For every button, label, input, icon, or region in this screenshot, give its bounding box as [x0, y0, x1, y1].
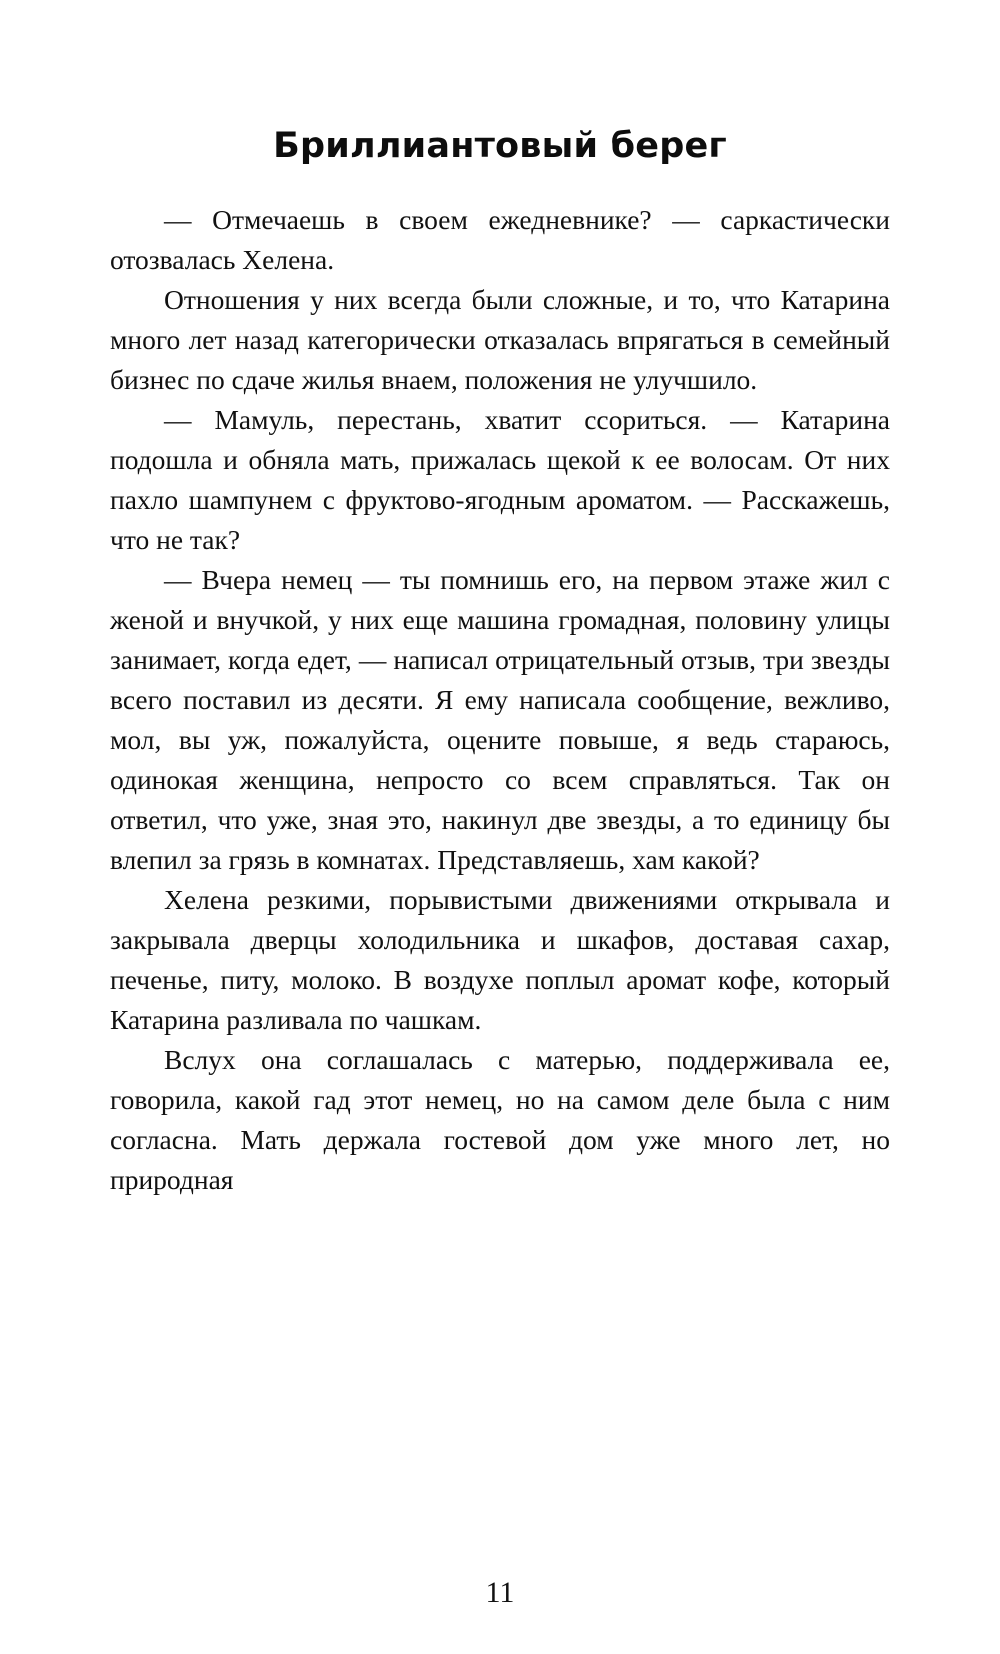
paragraph: Вслух она соглашалась с матерью, поддерживала ее, говорила, какой гад этот немец, но на самом деле была с ним согласна. Мать держала гостевой дом уже много лет, но природная — [110, 1044, 890, 1195]
paragraph: — Мамуль, перестань, хватит ссориться. — Катарина подошла и обняла мать, прижалась щекой к ее волосам. От них пахло шампунем с фруктово-ягодным ароматом. — Расскажешь, что не так? — [110, 404, 890, 555]
paragraph: — Вчера немец — ты помнишь его, на первом этаже жил с женой и внучкой, у них еще машина громадная, половину улицы занимает, когда едет, — написал отрицательный отзыв, три звезды всего поставил из десяти. Я ему написала сообщение, вежливо, мол, вы уж, пожалуйста, оцените повыше, я ведь стараюсь, одинокая женщина, непросто со всем справляться. Так он ответил, что уже, зная это, накинул две звезды, а то единицу бы влепил за грязь в комнатах. Представляешь, хам какой? — [110, 564, 890, 875]
chapter-title: Бриллиантовый берег — [273, 126, 727, 166]
paragraph: Отношения у них всегда были сложные, и то, что Катарина много лет назад категорически отказалась впрягаться в семейный бизнес по сдаче жилья внаем, положения не улучшило. — [110, 284, 890, 395]
paragraph: — Отмечаешь в своем ежедневнике? — саркастически отозвалась Хелена. — [110, 204, 890, 275]
page-body — [110, 200, 890, 1200]
page-number: 11 — [485, 1576, 515, 1609]
paragraph: Хелена резкими, порывистыми движениями открывала и закрывала дверцы холодильника и шкафов, доставая сахар, печенье, питу, молоко. В воздухе поплыл аромат кофе, который Катарина разливала по чашкам. — [110, 884, 890, 1035]
